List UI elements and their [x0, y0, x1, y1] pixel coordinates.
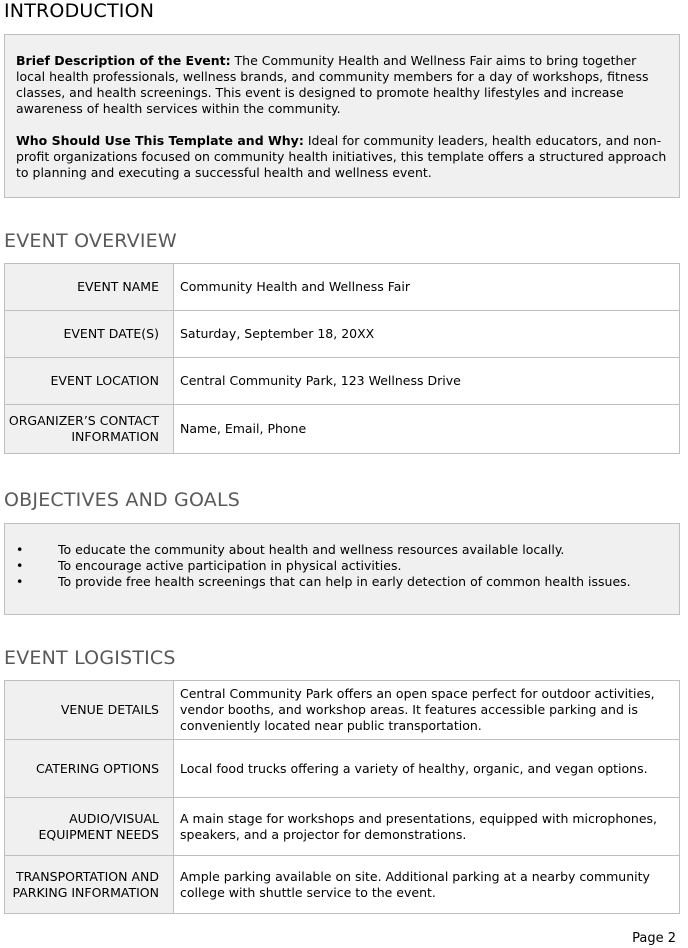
catering-options-value: Local food trucks offering a variety of healthy, organic, and vegan options. [174, 740, 680, 798]
table-row [5, 264, 680, 311]
event-name-value: Community Health and Wellness Fair [174, 264, 680, 311]
event-logistics-heading: EVENT LOGISTICS [4, 647, 176, 669]
objectives-list [16, 542, 669, 590]
table-row [5, 681, 680, 740]
introduction-heading: INTRODUCTION [4, 0, 155, 22]
venue-details-label: VENUE DETAILS [5, 681, 174, 740]
who-should-use-paragraph [16, 133, 669, 181]
who-should-use-text: Ideal for community leaders, health educators, and non-profit organizations focused on community health initiatives, this template offers a structured approach to planning and executing a successful health and wellness event. [16, 133, 667, 180]
transportation-parking-label: TRANSPORTATION AND PARKING INFORMATION [5, 856, 174, 914]
organizer-contact-label: ORGANIZER’S CONTACT INFORMATION [5, 405, 174, 454]
brief-description-label: Brief Description of the Event: [16, 53, 231, 68]
transportation-parking-value: Ample parking available on site. Additional parking at a nearby community college with shuttle service to the event. [174, 856, 680, 914]
introduction-box [4, 34, 680, 198]
table-row [5, 358, 680, 405]
event-location-value: Central Community Park, 123 Wellness Drive [174, 358, 680, 405]
objectives-heading: OBJECTIVES AND GOALS [4, 489, 241, 511]
table-row [5, 856, 680, 914]
page-number: Page 2 [632, 931, 676, 946]
organizer-contact-value: Name, Email, Phone [174, 405, 680, 454]
table-row [5, 798, 680, 856]
event-logistics-table [4, 680, 680, 914]
who-should-use-label: Who Should Use This Template and Why: [16, 133, 304, 148]
list-item: • To educate the community about health and wellness resources available locally. [16, 542, 669, 558]
list-item: • To provide free health screenings that can help in early detection of common health issues. [16, 574, 669, 590]
table-row [5, 311, 680, 358]
brief-description-paragraph [16, 53, 669, 117]
event-name-label: EVENT NAME [5, 264, 174, 311]
event-date-value: Saturday, September 18, 20XX [174, 311, 680, 358]
brief-description-text: The Community Health and Wellness Fair aims to bring together local health professionals, wellness brands, and community members for a day of workshops, fitness classes, and health screenings. This event is designed to promote healthy lifestyles and increase awareness of health services within the community. [16, 53, 649, 116]
catering-options-label: CATERING OPTIONS [5, 740, 174, 798]
event-date-label: EVENT DATE(S) [5, 311, 174, 358]
av-equipment-label: AUDIO/VISUAL EQUIPMENT NEEDS [5, 798, 174, 856]
event-overview-table [4, 263, 680, 454]
table-row [5, 405, 680, 454]
av-equipment-value: A main stage for workshops and presentations, equipped with microphones, speakers, and a projector for demonstrations. [174, 798, 680, 856]
event-location-label: EVENT LOCATION [5, 358, 174, 405]
venue-details-value: Central Community Park offers an open space perfect for outdoor activities, vendor booths, and workshop areas. It features accessible parking and is conveniently located near public transportation. [174, 681, 680, 740]
table-row [5, 740, 680, 798]
list-item: • To encourage active participation in physical activities. [16, 558, 669, 574]
event-overview-heading: EVENT OVERVIEW [4, 230, 177, 252]
objectives-box [4, 523, 680, 615]
